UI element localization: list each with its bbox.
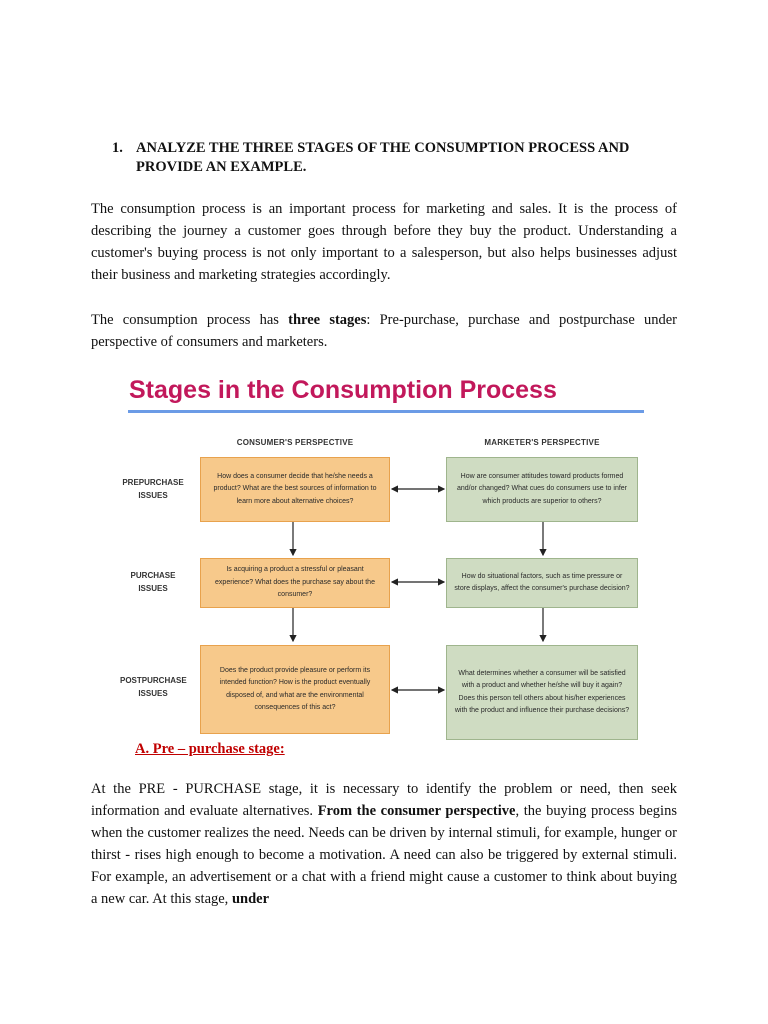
pre-purchase-bold-1: From the consumer perspective <box>317 803 516 819</box>
intro-paragraph: The consumption process is an important process for marketing and sales. It is the process of describing the journey a customer goes through before they buy the product. Understanding a customer's buying process is not only important to a salesperson, but also helps businesses adjust their business and marketing strategies accordingly. <box>91 201 677 283</box>
pre-purchase-subheading: A. Pre – purchase stage: <box>135 741 285 757</box>
stages-text-bold: three stages <box>288 312 367 328</box>
marketer-column-header: MARKETER'S PERSPECTIVE <box>484 438 600 447</box>
purchase-marketer-box: How do situational factors, such as time pressure or store displays, affect the consumer's purchase decision? <box>446 558 638 608</box>
pre-purchase-paragraph <box>91 778 677 910</box>
heading-text: ANALYZE THE THREE STAGES OF THE CONSUMPTION PROCESS AND PROVIDE AN EXAMPLE. <box>136 140 630 175</box>
stages-text-after: : Pre-purchase, purchase and postpurchase under perspective of consumers and marketers. <box>91 312 677 350</box>
prepurchase-consumer-box: How does a consumer decide that he/she needs a product? What are the best sources of information to learn more about alternative choices? <box>200 457 390 522</box>
prepurchase-marketer-box: How are consumer attitudes toward products formed and/or changed? What cues do consumers use to infer which products are superior to others? <box>446 457 638 522</box>
row-label-purchase: PURCHASE ISSUES <box>130 571 176 593</box>
row-label-prepurchase: PREPURCHASE ISSUES <box>122 478 184 500</box>
row-label-postpurchase: POSTPURCHASE ISSUES <box>120 676 187 698</box>
stages-paragraph <box>91 309 677 353</box>
postpurchase-consumer-box: Does the product provide pleasure or perform its intended function? How is the product eventually disposed of, and what are the environmental consequences of this act? <box>200 645 390 734</box>
consumer-column-header: CONSUMER'S PERSPECTIVE <box>236 438 354 447</box>
heading-number: 1. <box>112 140 123 156</box>
purchase-consumer-box: Is acquiring a product a stressful or pleasant experience? What does the purchase say about the consumer? <box>200 558 390 608</box>
figure-title: Stages in the Consumption Process <box>129 376 557 404</box>
consumption-process-figure <box>120 372 652 742</box>
stages-text-before: The consumption process has <box>91 312 289 328</box>
pre-purchase-text-2: , the buying process begins when the customer realizes the need. Needs can be driven by internal stimuli, for example, hunger or thirst - rises high enough to become a motivation. A need can also be triggered by external stimuli. For example, an advertisement or a chat with a friend might cause a customer to think about buying a new car. At this stage, <box>91 803 677 907</box>
postpurchase-marketer-box: What determines whether a consumer will be satisfied with a product and whether he/she will buy it again? Does this person tell others about his/her experiences with the product and influence their purchase decisions? <box>446 645 638 740</box>
pre-purchase-bold-2: under <box>231 891 270 907</box>
pre-purchase-text-1: At the PRE - PURCHASE stage, it is necessary to identify the problem or need, then seek information and evaluate alternatives. <box>91 781 677 819</box>
